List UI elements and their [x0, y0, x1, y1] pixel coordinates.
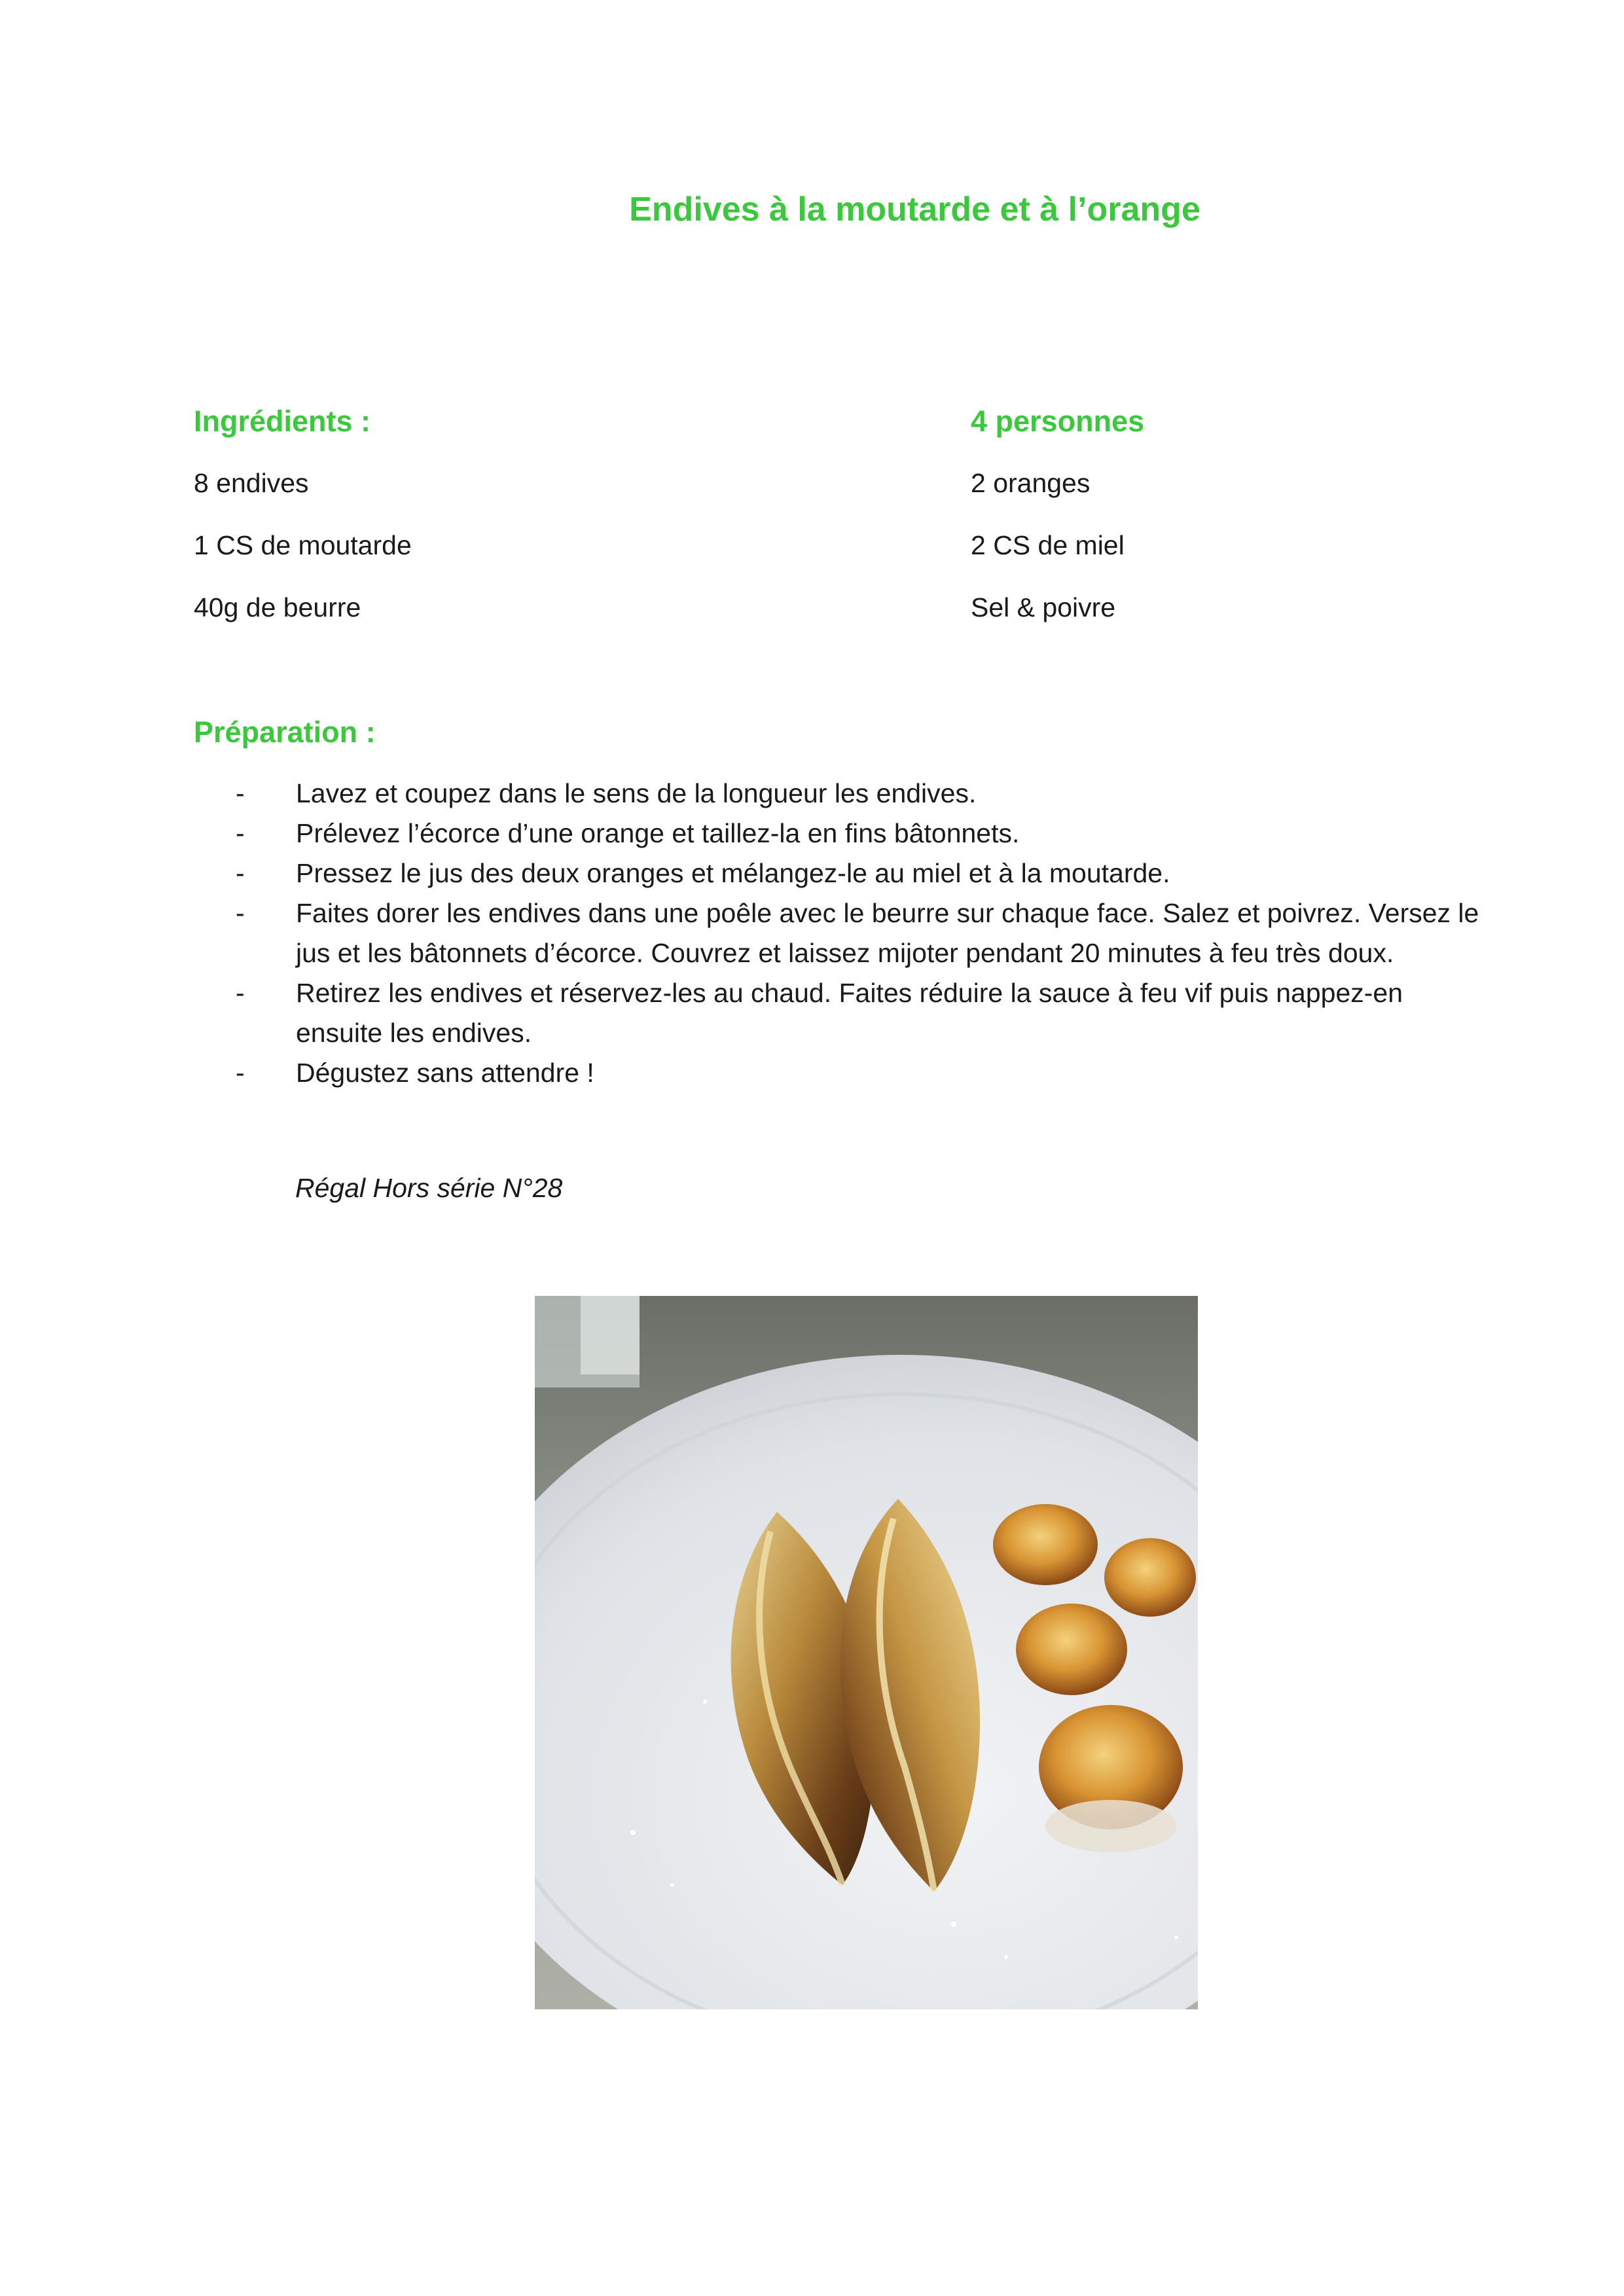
- step-item: [236, 1053, 1479, 1093]
- step-text: Prélevez l’écorce d’une orange et taillez-la en fins bâtonnets.: [296, 818, 1020, 848]
- step-text: Lavez et coupez dans le sens de la longueur les endives.: [296, 778, 977, 808]
- step-item: [236, 853, 1479, 893]
- step-text: Retirez les endives et réservez-les au chaud. Faites réduire la sauce à feu vif puis nappez-en ensuite les endives.: [296, 978, 1403, 1048]
- servings-heading: 4 personnes: [971, 404, 1145, 438]
- bullet-dash: -: [236, 858, 245, 888]
- dish-photo: [535, 1296, 1198, 2009]
- bullet-dash: -: [236, 898, 245, 928]
- bullet-dash: -: [236, 778, 245, 808]
- recipe-title: Endives à la moutarde et à l’orange: [629, 190, 1200, 228]
- ingredients-heading: Ingrédients :: [194, 404, 371, 438]
- step-text: Pressez le jus des deux oranges et mélangez-le au miel et à la moutarde.: [296, 858, 1170, 888]
- bullet-dash: -: [236, 1058, 245, 1088]
- preparation-heading: Préparation :: [194, 715, 376, 749]
- ingredient-item: 8 endives: [194, 468, 309, 498]
- ingredient-item: Sel & poivre: [971, 592, 1116, 622]
- step-text: Dégustez sans attendre !: [296, 1058, 594, 1088]
- ingredient-item: 40g de beurre: [194, 592, 361, 622]
- step-item: [236, 893, 1479, 973]
- ingredient-item: 1 CS de moutarde: [194, 530, 412, 560]
- bullet-dash: -: [236, 978, 245, 1008]
- step-item: [236, 973, 1479, 1053]
- bullet-dash: -: [236, 818, 245, 848]
- step-item: [236, 814, 1479, 853]
- recipe-source: Régal Hors série N°28: [295, 1173, 563, 1203]
- step-item: [236, 774, 1479, 814]
- preparation-steps: [236, 774, 1479, 1093]
- ingredient-item: 2 oranges: [971, 468, 1091, 498]
- step-text: Faites dorer les endives dans une poêle avec le beurre sur chaque face. Salez et poivrez. Versez le jus et les bâtonnets d’écorce. Couvrez et laissez mijoter pendant 20 minutes à feu très doux.: [296, 898, 1479, 968]
- ingredient-item: 2 CS de miel: [971, 530, 1125, 560]
